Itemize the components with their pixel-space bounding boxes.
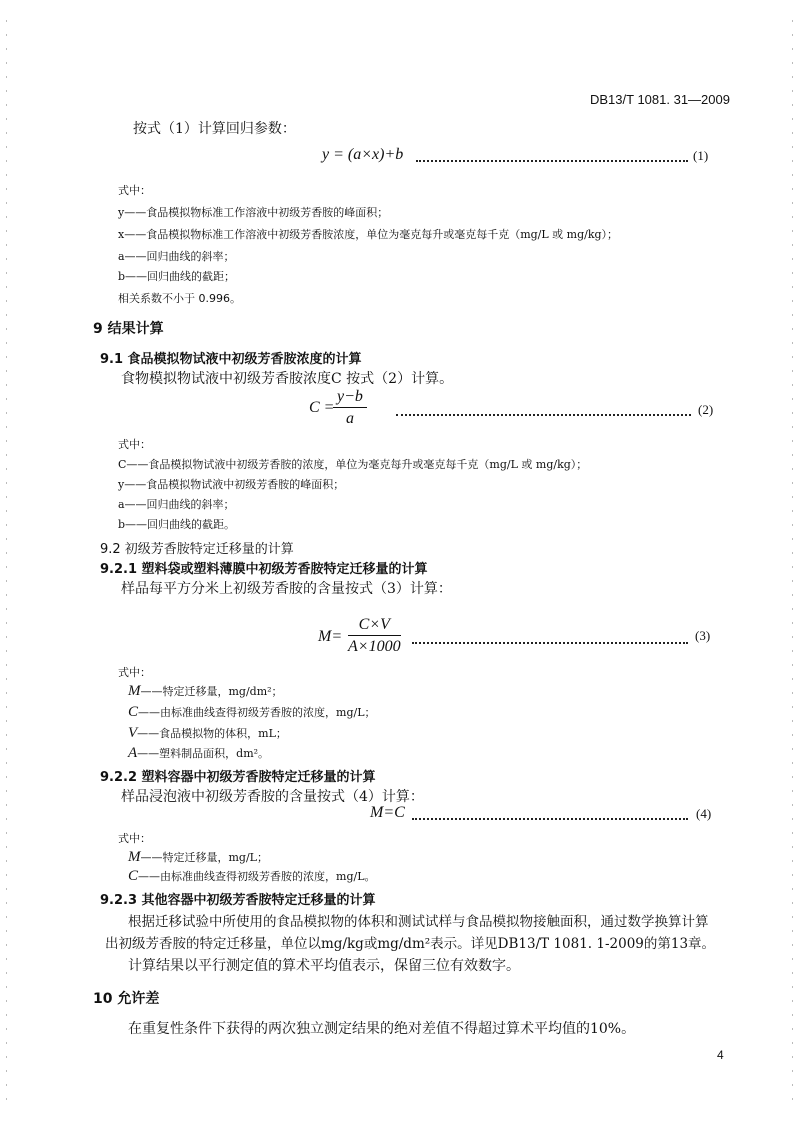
definition-item: [128, 725, 287, 742]
where-label: 式中：: [118, 438, 151, 451]
symbol: A: [128, 745, 138, 761]
where-label: 式中：: [118, 832, 151, 845]
equation-2-number: (2): [698, 402, 714, 417]
intro-text: 按式（1）计算回归参数：: [133, 121, 296, 137]
page-number: 4: [717, 1048, 724, 1062]
equation-3-numerator: C×V: [348, 616, 401, 636]
definition-item: [128, 683, 283, 700]
equation-3-denominator: A×1000: [348, 638, 401, 655]
definition-item: [128, 745, 269, 762]
definition-text: ——特定迁移量，mg/dm²；: [140, 685, 283, 698]
section-9-2-1-text: 样品每平方分米上初级芳香胺的含量按式（3）计算：: [121, 581, 452, 597]
symbol: M: [128, 683, 141, 699]
definition-item: a——回归曲线的斜率；: [118, 250, 235, 263]
definition-item: x——食品模拟物标准工作溶液中初级芳香胺浓度，单位为毫克每升或毫克每千克（mg/L 或 mg/kg）；: [118, 228, 619, 241]
equation-2-fraction: [333, 388, 367, 428]
section-9-2-heading: 9.2 初级芳香胺特定迁移量的计算: [100, 542, 294, 557]
section-10-heading: 10 允许差: [93, 991, 160, 1007]
definition-item: y——食品模拟物试液中初级芳香胺的峰面积；: [118, 478, 345, 491]
where-label: 式中：: [118, 184, 151, 197]
symbol: C: [128, 704, 139, 720]
definition-item: [128, 868, 376, 885]
definition-item: a——回归曲线的斜率；: [118, 498, 235, 511]
section-9-1-text: 食物模拟物试液中初级芳香胺浓度C 按式（2）计算。: [121, 371, 454, 387]
equation-2-numerator: y−b: [333, 388, 367, 408]
equation-4-leader: [412, 818, 688, 820]
definition-text: ——食品模拟物的体积，mL；: [137, 727, 287, 740]
definition-item: C——食品模拟物试液中初级芳香胺的浓度，单位为毫克每升或毫克每千克（mg/L 或 mg/kg）；: [118, 458, 588, 471]
definition-text: ——特定迁移量，mg/L；: [140, 851, 268, 864]
definition-item: b——回归曲线的截距。: [118, 518, 236, 531]
section-10-text: 在重复性条件下获得的两次独立测定结果的绝对差值不得超过算术平均值的10%。: [128, 1021, 636, 1037]
equation-1-number: (1): [693, 148, 709, 163]
section-9-1-heading: 9.1 食品模拟物试液中初级芳香胺浓度的计算: [100, 352, 362, 367]
section-9-2-3-para1-line2: 出初级芳香胺的特定迁移量，单位以mg/kg或mg/dm²表示。详见DB13/T 1081. 1-2009的第13章。: [105, 936, 716, 952]
equation-3-number: (3): [695, 628, 711, 643]
definition-text: ——塑料制品面积，dm²。: [137, 747, 270, 760]
equation-3-fraction: [348, 616, 401, 656]
equation-4-number: (4): [696, 806, 712, 821]
equation-1-leader: [416, 160, 688, 162]
section-9-2-3-heading: 9.2.3 其他容器中初级芳香胺特定迁移量的计算: [100, 893, 376, 908]
equation-2-denominator: a: [345, 410, 354, 427]
equation-2-leader: [396, 414, 691, 416]
section-9-2-2-heading: 9.2.2 塑料容器中初级芳香胺特定迁移量的计算: [100, 770, 376, 785]
symbol: M: [128, 849, 141, 865]
definition-item: b——回归曲线的截距；: [118, 270, 236, 283]
symbol: V: [128, 725, 138, 741]
equation-2-lhs: C =: [309, 399, 335, 416]
definition-item: [128, 849, 268, 866]
correlation-note: 相关系数不小于 0.996。: [118, 292, 241, 305]
definition-text: ——由标准曲线查得初级芳香胺的浓度，mg/L。: [138, 870, 376, 883]
symbol: C: [128, 868, 139, 884]
definition-item: [128, 704, 376, 721]
section-9-2-2-text: 样品浸泡液中初级芳香胺的含量按式（4）计算：: [121, 789, 424, 805]
equation-4: M=C: [370, 804, 405, 821]
definition-item: y——食品模拟物标准工作溶液中初级芳香胺的峰面积；: [118, 206, 389, 219]
scan-margin-right: [792, 20, 793, 1100]
scan-margin-left: [6, 20, 7, 1100]
equation-3-leader: [412, 642, 688, 644]
section-9-heading: 9 结果计算: [93, 321, 164, 337]
where-label: 式中：: [118, 666, 151, 679]
section-9-2-3-para1-line1: 根据迁移试验中所使用的食品模拟物的体积和测试试样与食品模拟物接触面积，通过数学换算计算: [128, 914, 709, 930]
equation-1: y = (a×x)+b: [322, 146, 404, 163]
definition-text: ——由标准曲线查得初级芳香胺的浓度，mg/L；: [138, 706, 376, 719]
document-code: DB13/T 1081. 31—2009: [590, 92, 730, 107]
section-9-2-3-para2: 计算结果以平行测定值的算术平均值表示，保留三位有效数字。: [128, 958, 520, 974]
section-9-2-1-heading: 9.2.1 塑料袋或塑料薄膜中初级芳香胺特定迁移量的计算: [100, 562, 428, 577]
equation-3-lhs: M=: [318, 628, 343, 645]
